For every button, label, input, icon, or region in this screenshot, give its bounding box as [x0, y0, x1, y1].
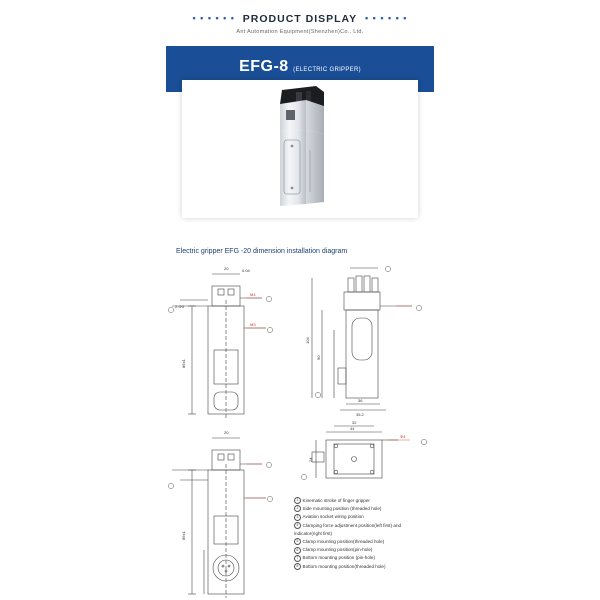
diagram-section-title: Electric gripper EFG -20 dimension installation diagram [176, 248, 348, 255]
callouts [168, 266, 426, 501]
dim-length-c: 104 [305, 337, 310, 344]
gripper-photo [182, 80, 418, 218]
callout-legend [294, 497, 424, 571]
page-header [0, 0, 600, 44]
dim-width-b: 35.2 [356, 412, 364, 417]
banner-title [166, 58, 434, 76]
legend-item: 2 Side mounting position (threaded hole) [294, 505, 424, 513]
dim-plan-c: 24 [308, 457, 313, 462]
dim-length-b: 90 [316, 355, 321, 360]
header-title-row [0, 13, 600, 25]
legend-item: 6 Clamp mounting position(pin-hole) [294, 546, 424, 554]
dim-hole-a: 2-Φ3 [175, 304, 184, 309]
legend-item: 7 Bottom mounting position (pin-hole) [294, 554, 424, 562]
legend-item: 4 Clamping force adjustment position(left first) and [294, 522, 424, 530]
page-title: PRODUCT DISPLAY [242, 13, 358, 25]
legend-item-continuation: indicator(right first) [294, 530, 333, 536]
dim-tolerance-a: 0.04 [242, 268, 250, 273]
model-descriptor: (ELECTRIC GRIPPER) [293, 67, 361, 73]
front-view-drawing [172, 274, 266, 420]
dim-plan-b: 32 [352, 420, 357, 425]
dim-top-width-bottom: 20 [224, 430, 229, 435]
dim-thread-b: M3 [250, 322, 256, 327]
header-dots-right: • • • • • • [365, 13, 408, 23]
product-photo-card [182, 80, 418, 218]
dim-length-a: 86±1 [181, 359, 186, 368]
front-view-bottom-drawing [172, 438, 266, 598]
dim-width-a: 36 [358, 398, 363, 403]
legend-item: 3 Aviation socket wiring position [294, 513, 424, 521]
model-name: EFG-8 [239, 58, 289, 75]
side-view-drawing [312, 268, 412, 410]
dim-top-width: 20 [224, 266, 229, 271]
header-dots-left: • • • • • • [192, 13, 235, 23]
legend-item: 5 Clamp mounting position(threaded hole) [294, 538, 424, 546]
dim-plan-a: 44 [350, 426, 355, 431]
dim-hole-b: Φ4 [400, 434, 406, 439]
legend-item: 8 Bottom mounting position(threaded hole) [294, 563, 424, 571]
dim-length-a-bottom: 86±1 [181, 531, 186, 540]
plan-view-drawing [312, 426, 398, 478]
dim-thread-a: M4 [250, 292, 256, 297]
legend-item: 1 Kinematic stroke of finger gripper [294, 497, 424, 505]
company-name: Ant Automation Equipment(Shenzhen)Co., Ltd. [236, 29, 364, 35]
